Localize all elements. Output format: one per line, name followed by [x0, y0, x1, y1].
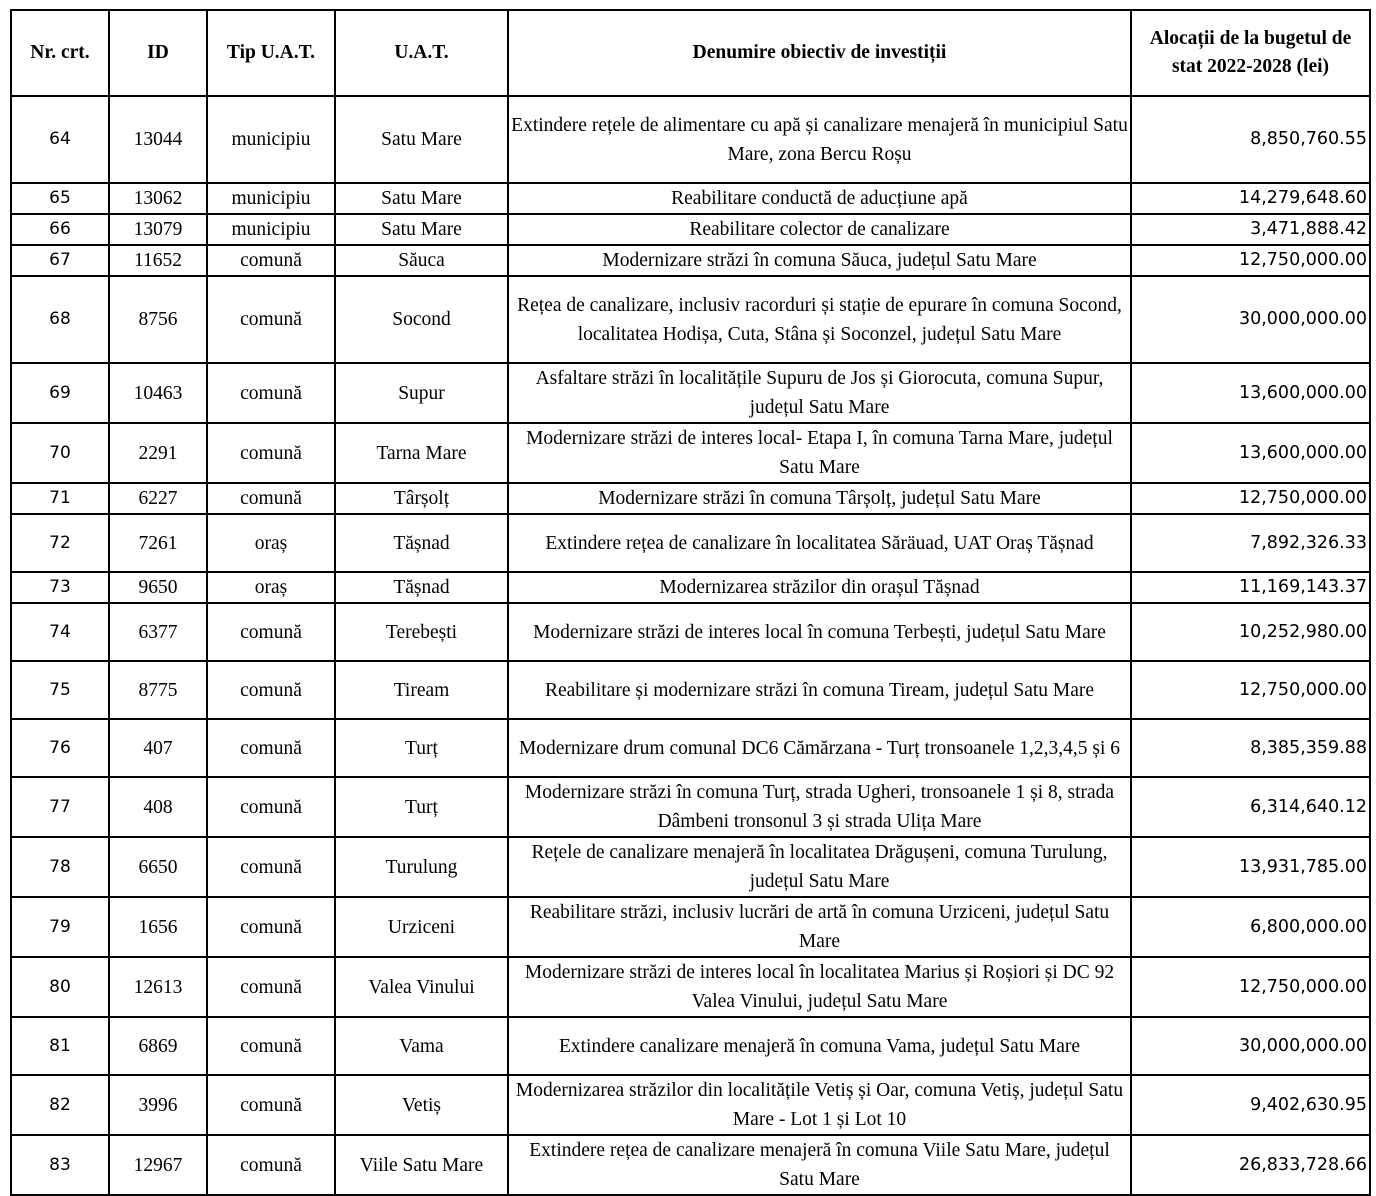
cell-id: 6869 — [109, 1017, 207, 1075]
cell-id: 6227 — [109, 483, 207, 514]
table-row — [11, 276, 1370, 363]
header-uat: U.A.T. — [335, 10, 508, 96]
cell-suma: 12,750,000.00 — [1131, 245, 1370, 276]
table-row — [11, 661, 1370, 719]
cell-suma: 6,800,000.00 — [1131, 897, 1370, 957]
cell-uat: Valea Vinului — [335, 957, 508, 1017]
table-row — [11, 603, 1370, 661]
cell-nr: 81 — [11, 1017, 109, 1075]
cell-tip: comună — [207, 245, 335, 276]
header-alocatii: Alocații de la bugetul de stat 2022-2028 (lei) — [1131, 10, 1370, 96]
cell-suma: 13,600,000.00 — [1131, 363, 1370, 423]
cell-suma: 7,892,326.33 — [1131, 514, 1370, 572]
cell-nr: 80 — [11, 957, 109, 1017]
cell-uat: Satu Mare — [335, 96, 508, 183]
cell-suma: 13,931,785.00 — [1131, 837, 1370, 897]
cell-uat: Vama — [335, 1017, 508, 1075]
cell-denumire: Modernizare străzi de interes local în comuna Terbești, județul Satu Mare — [508, 603, 1131, 661]
cell-nr: 65 — [11, 183, 109, 214]
cell-tip: comună — [207, 957, 335, 1017]
cell-tip: comună — [207, 363, 335, 423]
cell-suma: 3,471,888.42 — [1131, 214, 1370, 245]
cell-suma: 13,600,000.00 — [1131, 423, 1370, 483]
investment-table — [10, 9, 1371, 1196]
cell-uat: Socond — [335, 276, 508, 363]
cell-suma: 30,000,000.00 — [1131, 276, 1370, 363]
table-row — [11, 214, 1370, 245]
cell-denumire: Modernizare străzi în comuna Săuca, județul Satu Mare — [508, 245, 1131, 276]
table-row — [11, 514, 1370, 572]
cell-nr: 69 — [11, 363, 109, 423]
cell-denumire: Modernizare drum comunal DC6 Cămărzana - Turț tronsoanele 1,2,3,4,5 și 6 — [508, 719, 1131, 777]
cell-id: 12613 — [109, 957, 207, 1017]
cell-id: 408 — [109, 777, 207, 837]
cell-nr: 75 — [11, 661, 109, 719]
cell-tip: comună — [207, 1135, 335, 1195]
cell-tip: oraș — [207, 514, 335, 572]
cell-uat: Satu Mare — [335, 183, 508, 214]
cell-denumire: Reabilitare conductă de aducțiune apă — [508, 183, 1131, 214]
cell-denumire: Asfaltare străzi în localitățile Supuru de Jos și Giorocuta, comuna Supur, județul Satu Mare — [508, 363, 1131, 423]
cell-suma: 12,750,000.00 — [1131, 483, 1370, 514]
table-row — [11, 363, 1370, 423]
cell-id: 407 — [109, 719, 207, 777]
cell-uat: Turț — [335, 777, 508, 837]
cell-suma: 26,833,728.66 — [1131, 1135, 1370, 1195]
cell-id: 10463 — [109, 363, 207, 423]
cell-tip: comună — [207, 661, 335, 719]
header-id: ID — [109, 10, 207, 96]
cell-uat: Turț — [335, 719, 508, 777]
cell-uat: Urziceni — [335, 897, 508, 957]
cell-denumire: Extindere rețele de alimentare cu apă și canalizare menajeră în municipiul Satu Mare, zona Bercu Roșu — [508, 96, 1131, 183]
cell-denumire: Modernizarea străzilor din localitățile Vetiș și Oar, comuna Vetiș, județul Satu Mare - Lot 1 și Lot 10 — [508, 1075, 1131, 1135]
cell-suma: 12,750,000.00 — [1131, 661, 1370, 719]
cell-uat: Vetiș — [335, 1075, 508, 1135]
cell-uat: Viile Satu Mare — [335, 1135, 508, 1195]
table-row — [11, 1017, 1370, 1075]
cell-nr: 82 — [11, 1075, 109, 1135]
cell-tip: comună — [207, 483, 335, 514]
cell-tip: oraș — [207, 572, 335, 603]
cell-denumire: Reabilitare colector de canalizare — [508, 214, 1131, 245]
cell-nr: 73 — [11, 572, 109, 603]
table-row — [11, 897, 1370, 957]
cell-uat: Tiream — [335, 661, 508, 719]
table-row — [11, 245, 1370, 276]
cell-uat: Tășnad — [335, 514, 508, 572]
cell-suma: 6,314,640.12 — [1131, 777, 1370, 837]
cell-id: 13079 — [109, 214, 207, 245]
cell-id: 7261 — [109, 514, 207, 572]
cell-uat: Supur — [335, 363, 508, 423]
cell-denumire: Reabilitare străzi, inclusiv lucrări de artă în comuna Urziceni, județul Satu Mare — [508, 897, 1131, 957]
cell-nr: 66 — [11, 214, 109, 245]
cell-nr: 71 — [11, 483, 109, 514]
cell-nr: 70 — [11, 423, 109, 483]
cell-uat: Săuca — [335, 245, 508, 276]
cell-tip: comună — [207, 837, 335, 897]
table-row — [11, 483, 1370, 514]
cell-uat: Tășnad — [335, 572, 508, 603]
cell-denumire: Rețea de canalizare, inclusiv racorduri și stație de epurare în comuna Socond, localitatea Hodișa, Cuta, Stâna și Soconzel, județul Satu Mare — [508, 276, 1131, 363]
cell-nr: 78 — [11, 837, 109, 897]
cell-id: 6650 — [109, 837, 207, 897]
cell-uat: Târșolț — [335, 483, 508, 514]
cell-nr: 64 — [11, 96, 109, 183]
cell-tip: municipiu — [207, 183, 335, 214]
cell-denumire: Modernizarea străzilor din orașul Tășnad — [508, 572, 1131, 603]
cell-id: 2291 — [109, 423, 207, 483]
cell-denumire: Extindere canalizare menajeră în comuna Vama, județul Satu Mare — [508, 1017, 1131, 1075]
table-row — [11, 96, 1370, 183]
cell-tip: comună — [207, 897, 335, 957]
cell-denumire: Extindere rețea de canalizare în localitatea Săräuad, UAT Oraș Tășnad — [508, 514, 1131, 572]
cell-id: 3996 — [109, 1075, 207, 1135]
cell-id: 13044 — [109, 96, 207, 183]
table-row — [11, 183, 1370, 214]
cell-tip: comună — [207, 719, 335, 777]
cell-uat: Satu Mare — [335, 214, 508, 245]
cell-suma: 9,402,630.95 — [1131, 1075, 1370, 1135]
cell-id: 8775 — [109, 661, 207, 719]
cell-suma: 14,279,648.60 — [1131, 183, 1370, 214]
header-tip-uat: Tip U.A.T. — [207, 10, 335, 96]
cell-tip: comună — [207, 603, 335, 661]
cell-uat: Terebești — [335, 603, 508, 661]
cell-nr: 74 — [11, 603, 109, 661]
cell-nr: 67 — [11, 245, 109, 276]
header-nr-crt: Nr. crt. — [11, 10, 109, 96]
table-row — [11, 837, 1370, 897]
cell-id: 6377 — [109, 603, 207, 661]
cell-denumire: Modernizare străzi în comuna Turț, strada Ugheri, tronsoanele 1 și 8, strada Dâmbeni tronsonul 3 și strada Ulița Mare — [508, 777, 1131, 837]
table-row — [11, 719, 1370, 777]
cell-id: 13062 — [109, 183, 207, 214]
cell-tip: comună — [207, 276, 335, 363]
cell-nr: 68 — [11, 276, 109, 363]
cell-tip: comună — [207, 1017, 335, 1075]
cell-tip: municipiu — [207, 96, 335, 183]
cell-nr: 77 — [11, 777, 109, 837]
table-row — [11, 1075, 1370, 1135]
cell-suma: 10,252,980.00 — [1131, 603, 1370, 661]
table-row — [11, 572, 1370, 603]
cell-suma: 8,850,760.55 — [1131, 96, 1370, 183]
cell-tip: municipiu — [207, 214, 335, 245]
cell-uat: Tarna Mare — [335, 423, 508, 483]
cell-nr: 83 — [11, 1135, 109, 1195]
cell-uat: Turulung — [335, 837, 508, 897]
cell-denumire: Modernizare străzi în comuna Târșolț, județul Satu Mare — [508, 483, 1131, 514]
cell-id: 12967 — [109, 1135, 207, 1195]
cell-suma: 8,385,359.88 — [1131, 719, 1370, 777]
cell-denumire: Rețele de canalizare menajeră în localitatea Drăgușeni, comuna Turulung, județul Satu Mare — [508, 837, 1131, 897]
table-header-row — [11, 10, 1370, 96]
cell-denumire: Modernizare străzi de interes local- Etapa I, în comuna Tarna Mare, județul Satu Mare — [508, 423, 1131, 483]
cell-denumire: Reabilitare și modernizare străzi în comuna Tiream, județul Satu Mare — [508, 661, 1131, 719]
table-row — [11, 423, 1370, 483]
cell-denumire: Modernizare străzi de interes local în localitatea Marius și Roșiori și DC 92 Valea Vinului, județul Satu Mare — [508, 957, 1131, 1017]
cell-id: 9650 — [109, 572, 207, 603]
cell-suma: 12,750,000.00 — [1131, 957, 1370, 1017]
cell-id: 11652 — [109, 245, 207, 276]
cell-tip: comună — [207, 777, 335, 837]
table-row — [11, 957, 1370, 1017]
cell-tip: comună — [207, 1075, 335, 1135]
cell-denumire: Extindere rețea de canalizare menajeră în comuna Viile Satu Mare, județul Satu Mare — [508, 1135, 1131, 1195]
cell-nr: 72 — [11, 514, 109, 572]
table-row — [11, 1135, 1370, 1195]
cell-id: 8756 — [109, 276, 207, 363]
cell-tip: comună — [207, 423, 335, 483]
cell-id: 1656 — [109, 897, 207, 957]
cell-nr: 79 — [11, 897, 109, 957]
table-row — [11, 777, 1370, 837]
cell-suma: 11,169,143.37 — [1131, 572, 1370, 603]
cell-suma: 30,000,000.00 — [1131, 1017, 1370, 1075]
cell-nr: 76 — [11, 719, 109, 777]
header-denumire: Denumire obiectiv de investiții — [508, 10, 1131, 96]
